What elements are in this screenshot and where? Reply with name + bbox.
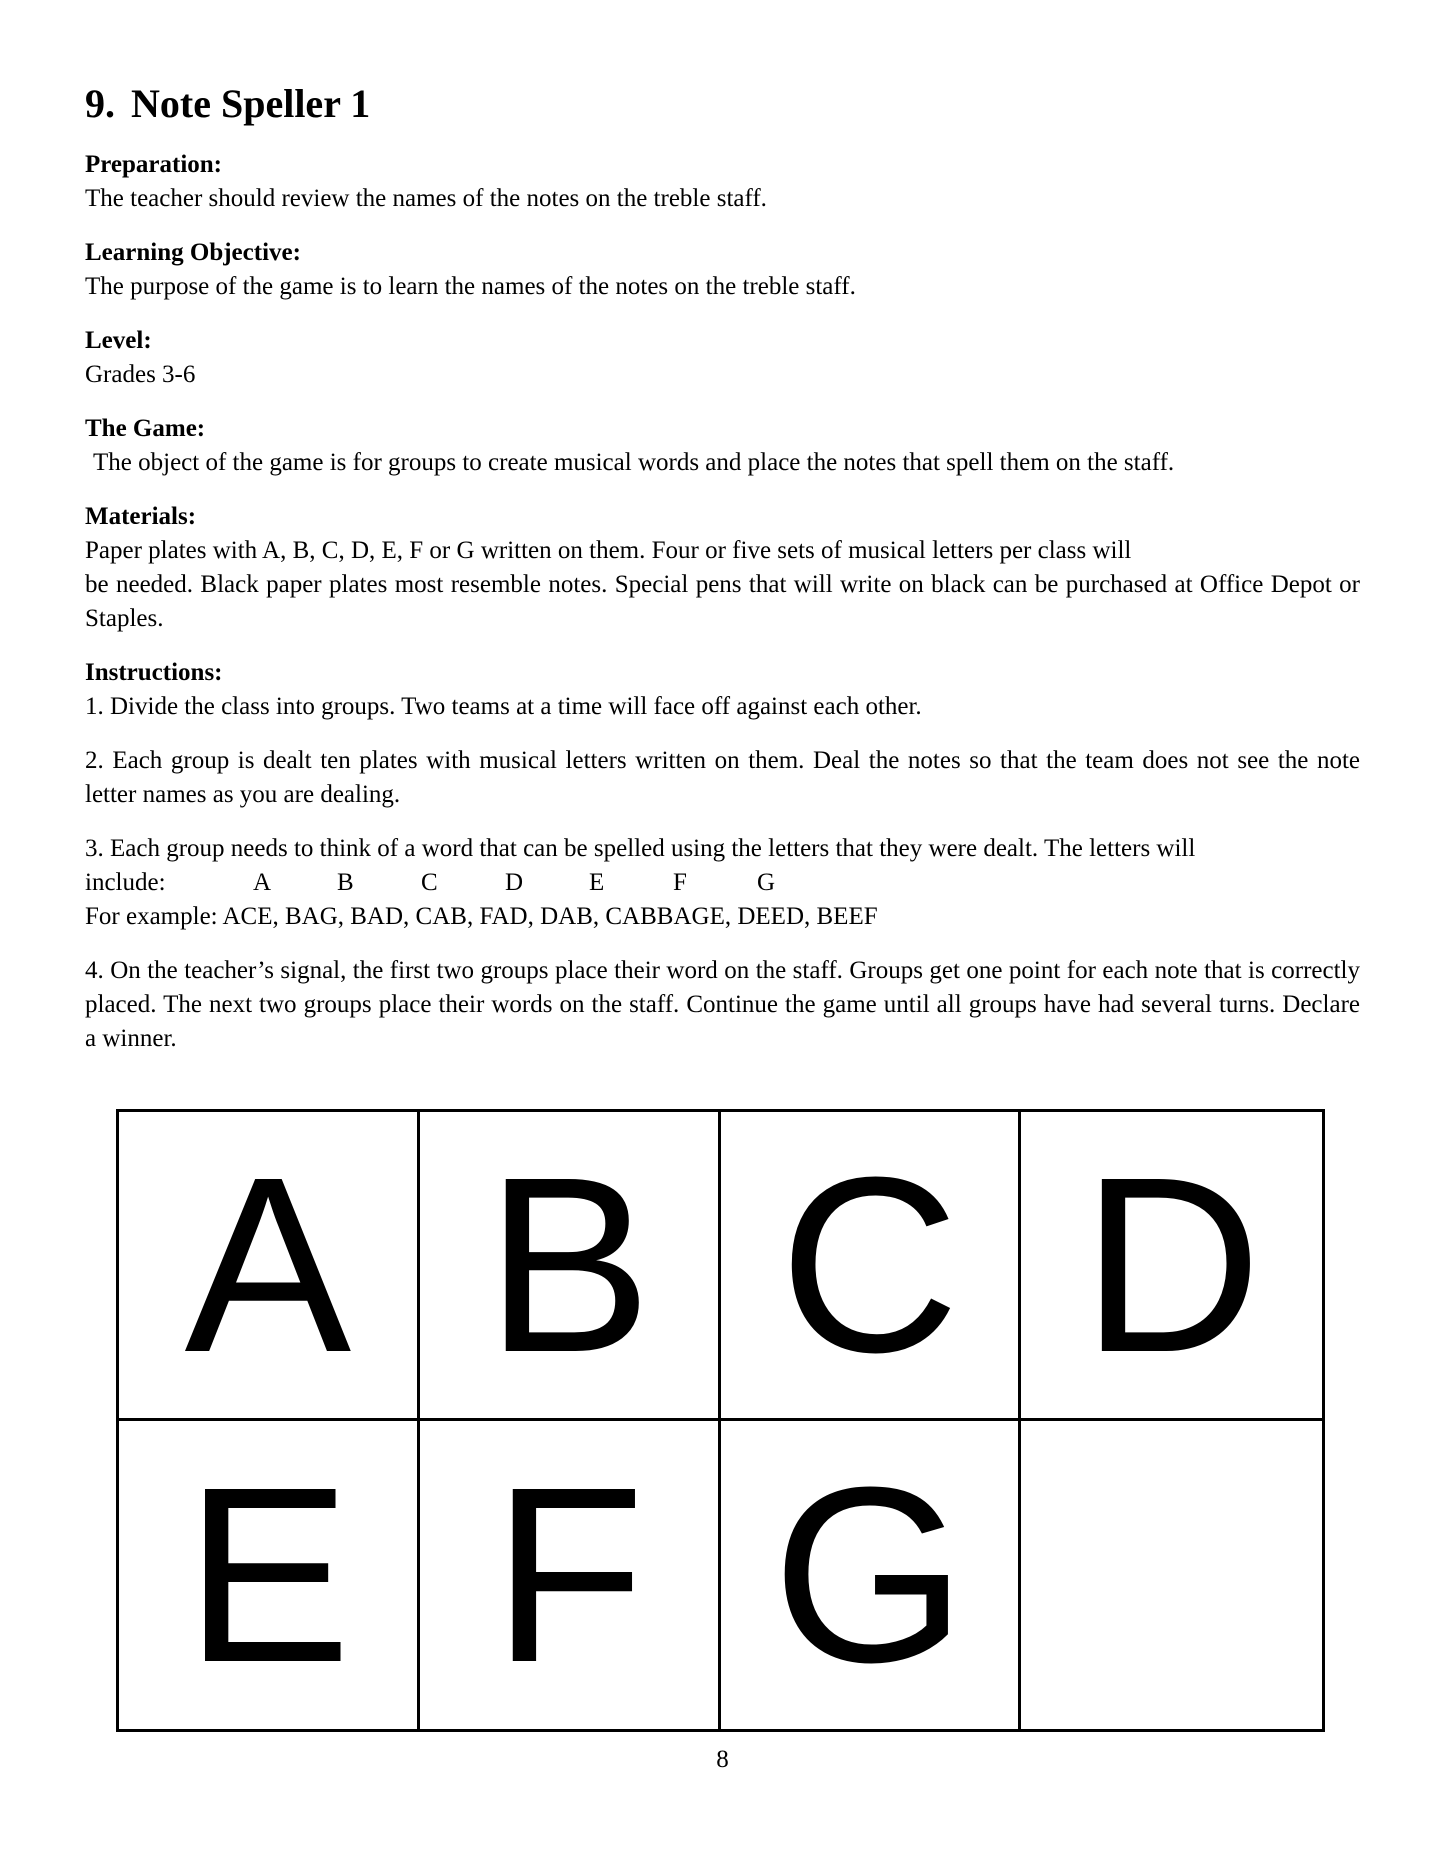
instruction-step-3 (85, 832, 1360, 934)
materials-heading: Materials: (85, 503, 197, 530)
instruction-step-1: 1. Divide the class into groups. Two teams at a time will face off against each other. (85, 693, 922, 720)
materials-line-2: be needed. Black paper plates most resemble notes. Special pens that will write on black can be purchased at Office Depot or Staples. (85, 571, 1360, 632)
letter-f: F (673, 869, 687, 896)
letter-card-g: G (721, 1421, 1022, 1730)
game-heading: The Game: (85, 415, 206, 442)
game-section (85, 412, 1360, 480)
letter-d: D (505, 869, 524, 896)
step-3-include-label: include: (85, 869, 166, 896)
letter-card-f: F (420, 1421, 721, 1730)
letter-card-c: C (721, 1112, 1022, 1421)
level-section (85, 324, 1360, 392)
page-title (85, 78, 1360, 130)
game-body: The object of the game is for groups to create musical words and place the notes that spell them on the staff. (93, 449, 1175, 476)
letter-card-b: B (420, 1112, 721, 1421)
instruction-step-2: 2. Each group is dealt ten plates with musical letters written on them. Deal the notes so that the team does not see the note letter names as you are dealing. (85, 747, 1360, 808)
letter-card-empty (1021, 1421, 1322, 1730)
preparation-body: The teacher should review the names of the notes on the treble staff. (85, 185, 767, 212)
step-3-example: For example: ACE, BAG, BAD, CAB, FAD, DAB, CABBAGE, DEED, BEEF (85, 903, 878, 930)
objective-heading: Learning Objective: (85, 239, 301, 266)
title-text: Note Speller 1 (131, 81, 371, 126)
letter-c: C (421, 869, 438, 896)
level-heading: Level: (85, 327, 152, 354)
letter-card-grid (116, 1109, 1325, 1732)
instructions-heading: Instructions: (85, 659, 223, 686)
step-3-intro: 3. Each group needs to think of a word that can be spelled using the letters that they were dealt. The letters will (85, 835, 1196, 862)
objective-section (85, 236, 1360, 304)
title-number: 9. (85, 81, 115, 126)
worksheet-page (85, 78, 1360, 1076)
instruction-step-4: 4. On the teacher’s signal, the first two groups place their word on the staff. Groups get one point for each note that is correctly placed. The next two groups place their words on the staff. Continue the game until all groups have had several turns. Declare a winner. (85, 957, 1360, 1052)
objective-body: The purpose of the game is to learn the names of the notes on the treble staff. (85, 273, 856, 300)
step-3-letters-row (85, 869, 841, 896)
materials-line-1: Paper plates with A, B, C, D, E, F or G written on them. Four or five sets of musical letters per class will (85, 537, 1132, 564)
materials-section (85, 500, 1360, 636)
preparation-heading: Preparation: (85, 151, 223, 178)
level-body: Grades 3-6 (85, 361, 196, 388)
instructions-section (85, 656, 1360, 1056)
letter-g: G (757, 869, 776, 896)
letter-card-d: D (1021, 1112, 1322, 1421)
letter-a: A (253, 869, 272, 896)
letter-card-e: E (119, 1421, 420, 1730)
page-number: 8 (716, 1746, 729, 1773)
preparation-section (85, 148, 1360, 216)
letter-card-a: A (119, 1112, 420, 1421)
letter-e: E (589, 869, 605, 896)
letter-b: B (337, 869, 354, 896)
